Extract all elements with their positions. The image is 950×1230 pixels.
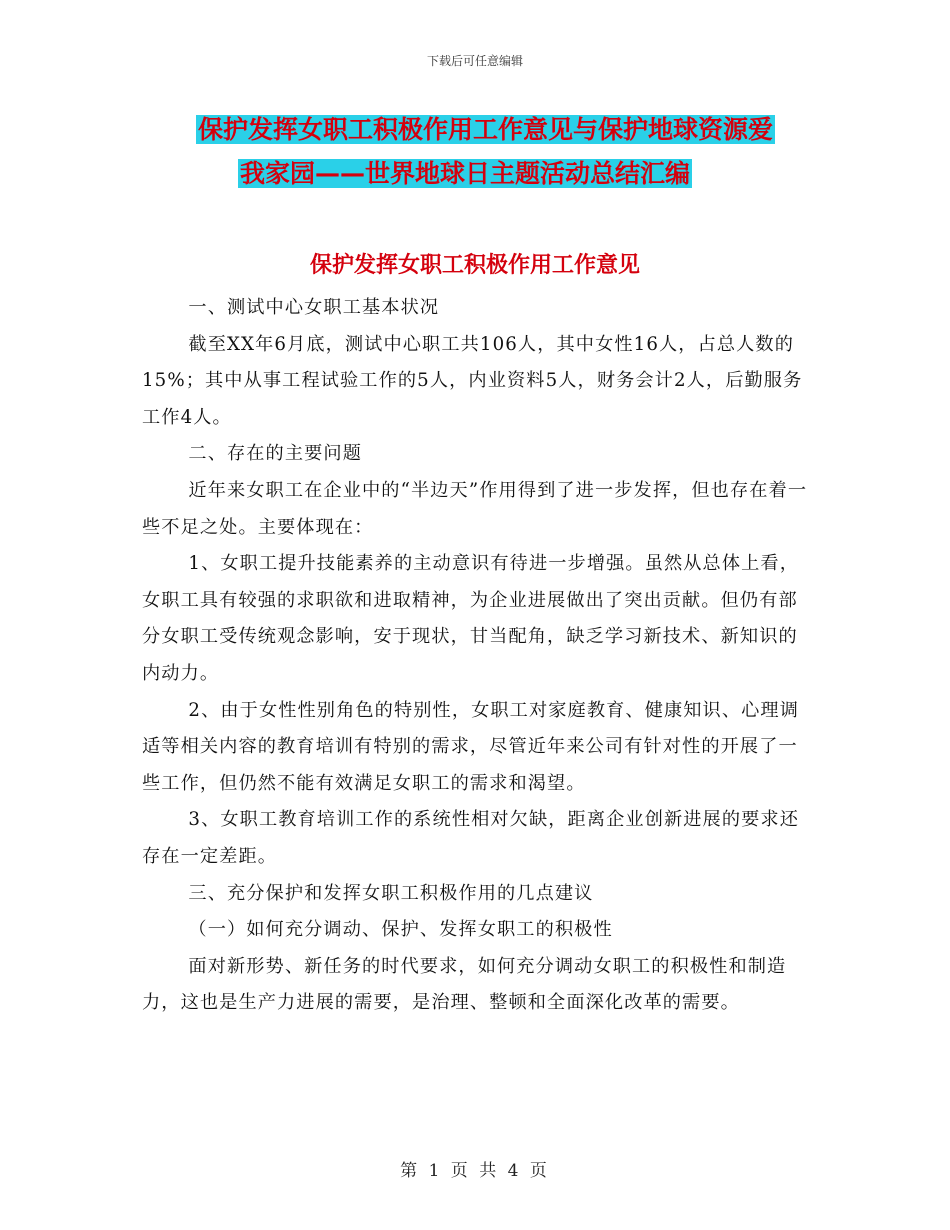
paragraph: 近年来女职工在企业中的“半边天”作用得到了进一步发挥，但也存在着一些不足之处。主要体现在： [142,479,808,538]
body-text [142,290,810,1022]
main-title-line-1 [196,112,876,148]
paragraph: 1、女职工提升技能素养的主动意识有待进一步增强。虽然从总体上看，女职工具有较强的求职欲和进取精神，为企业进展做出了突出贡献。但仍有部分女职工受传统观念影响，安于现状，甘当配角，缺乏学习新技术、新知识的内动力。 [142,553,799,684]
main-title-line-2-text: 我家园——世界地球日主题活动总结汇编 [240,159,691,188]
page-footer: 第 1 页 共 4 页 [400,1161,550,1181]
main-title-line-2 [238,156,918,192]
section-title: 保护发挥女职工积极作用工作意见 [309,253,640,278]
header-note: 下载后可任意编辑 [426,54,523,68]
paragraph: 3、女职工教育培训工作的系统性相对欠缺，距离企业创新进展的要求还存在一定差距。 [142,809,799,867]
heading-1: 一、测试中心女职工基本状况 [188,297,440,318]
paragraph: 面对新形势、新任务的时代要求，如何充分调动女职工的积极性和制造力，这也是生产力进展的需要，是治理、整顿和全面深化改革的需要。 [142,955,787,1014]
paragraph: 截至XX年6月底，测试中心职工共106人，其中女性16人，占总人数的15%；其中从事工程试验工作的5人，内业资料5人，财务会计2人，后勤服务工作4人。 [142,333,803,428]
heading-2: 二、存在的主要问题 [188,443,362,465]
paragraph: 2、由于女性性别角色的特别性，女职工对家庭教育、健康知识、心理调适等相关内容的教育培训有特别的需求，尽管近年来公司有针对性的开展了一些工作，但仍然不能有效满足女职工的需求和渴望。 [142,699,799,794]
main-title-line-1-text: 保护发挥女职工积极作用工作意见与保护地球资源爱 [198,115,774,144]
heading-3: 三、充分保护和发挥女职工积极作用的几点建议 [188,882,594,904]
subheading: （一）如何充分调动、保护、发挥女职工的积极性 [188,919,613,941]
